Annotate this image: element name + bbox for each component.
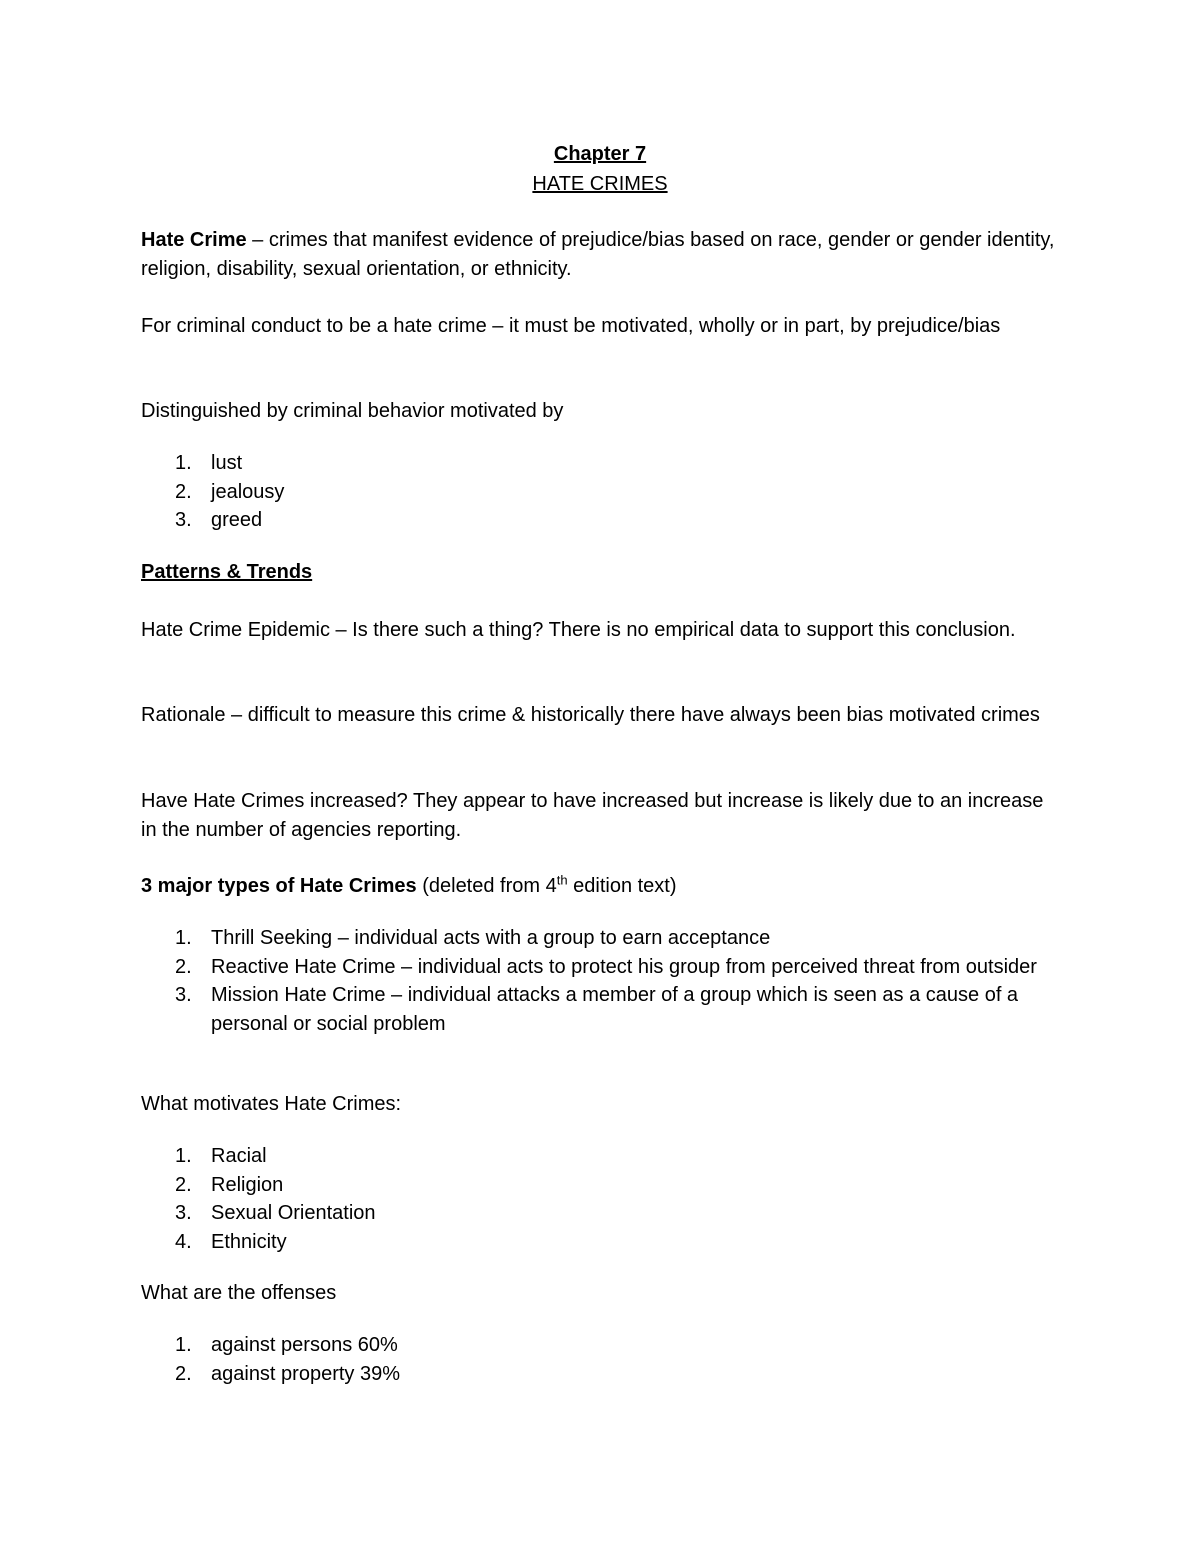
list-item: 3. greed bbox=[175, 509, 263, 531]
increased-paragraph: Have Hate Crimes increased? They appear to have increased but increase is likely due to an increase in the number of agencies reporting. bbox=[141, 790, 1044, 841]
list-item: 1. lust bbox=[175, 452, 243, 474]
motivates-paragraph: What motivates Hate Crimes: bbox=[141, 1093, 402, 1115]
offenses-list bbox=[141, 1331, 1041, 1388]
list-item: 2. Religion bbox=[175, 1173, 284, 1196]
list-item: 3. Sexual Orientation bbox=[175, 1202, 376, 1224]
list-item: 1. Thrill Seeking – individual acts with a group to earn acceptance bbox=[175, 927, 771, 949]
patterns-trends-heading: Patterns & Trends bbox=[141, 561, 313, 583]
hate-crime-definition bbox=[141, 226, 1061, 283]
chapter-subtitle: HATE CRIMES bbox=[532, 173, 668, 195]
types-heading-line: 3 major types of Hate Crimes (deleted from 4th edition text) bbox=[141, 872, 677, 897]
distinguished-list bbox=[141, 449, 1041, 535]
epidemic-paragraph: Hate Crime Epidemic – Is there such a thing? There is no empirical data to support this conclusion. bbox=[141, 619, 1016, 641]
list-item: 4. Ethnicity bbox=[175, 1230, 287, 1253]
offenses-paragraph: What are the offenses bbox=[141, 1282, 337, 1304]
list-item: 2. jealousy bbox=[175, 480, 285, 503]
definition-term: Hate Crime bbox=[141, 229, 247, 251]
criminal-conduct-paragraph: For criminal conduct to be a hate crime – it must be motivated, wholly or in part, by prejudice/bias bbox=[141, 315, 1001, 337]
definition-text: – crimes that manifest evidence of prejudice/bias based on race, gender or gender identity, religion, disability, sexual orientation, or ethnicity. bbox=[141, 229, 1055, 280]
list-item: 3. Mission Hate Crime – individual attacks a member of a group which is seen as a cause of a personal or social problem bbox=[175, 984, 1019, 1035]
motivates-list bbox=[141, 1142, 1041, 1256]
distinguished-paragraph: Distinguished by criminal behavior motivated by bbox=[141, 400, 564, 422]
list-item: 1. against persons 60% bbox=[175, 1334, 398, 1356]
list-item: 1. Racial bbox=[175, 1145, 267, 1167]
list-item: 2. Reactive Hate Crime – individual acts to protect his group from perceived threat from outsider bbox=[175, 955, 1037, 978]
rationale-paragraph: Rationale – difficult to measure this crime & historically there have always been bias motivated crimes bbox=[141, 704, 1040, 726]
chapter-title: Chapter 7 bbox=[553, 143, 647, 165]
types-list bbox=[141, 924, 1041, 1038]
list-item: 2. against property 39% bbox=[175, 1362, 401, 1385]
types-heading: 3 major types of Hate Crimes bbox=[141, 875, 417, 897]
